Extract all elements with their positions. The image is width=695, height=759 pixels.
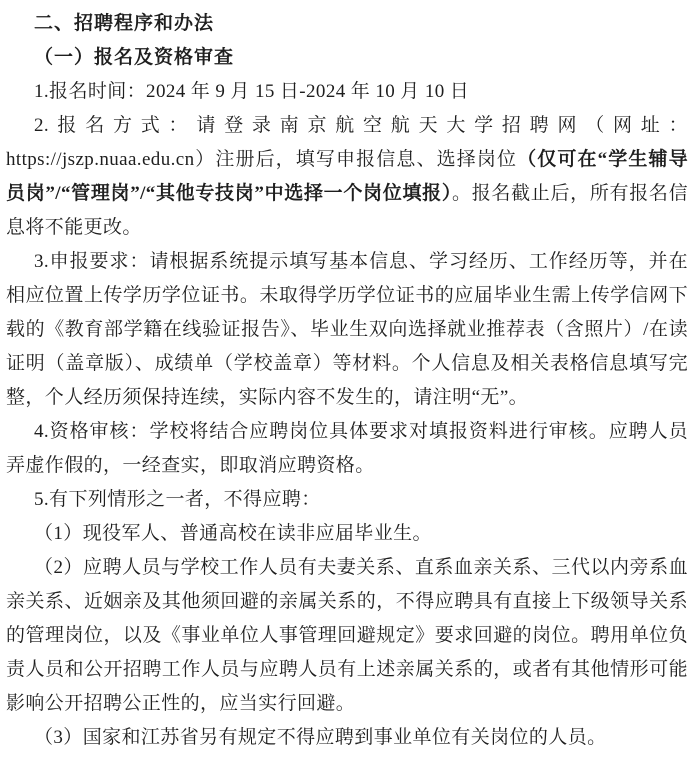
body-text: 1.报名时间：2024 年 9 月 15 日-2024 年 10 月 10 日 (34, 81, 470, 102)
body-text: ）注册后，填写申报信息、选择岗位 (194, 149, 518, 170)
para-registration-method (6, 109, 688, 245)
subsection-heading: （一）报名及资格审查 (34, 47, 235, 68)
para-ineligible-item-1 (6, 517, 688, 551)
body-text: 。报名截止后，所有报名信息将不能更改。 (6, 183, 688, 238)
para-application-requirements (6, 245, 688, 415)
body-text: （2）应聘人员与学校工作人员有夫妻关系、直系血亲关系、三代以内旁系血亲关系、近姻亲及其他须回避的亲属关系的，不得应聘具有直接上下级领导关系的管理岗位，以及《事业单位人事管理回避规定》要求回避的岗位。聘用单位负责人员和公开招聘工作人员与应聘人员有上述亲属关系的，或者有其他情形可能影响公开招聘公正性的，应当实行回避。 (6, 557, 688, 714)
document-body (6, 75, 688, 755)
body-text: 5.有下列情形之一者，不得应聘： (34, 489, 321, 510)
para-qualification-review (6, 415, 688, 483)
para-ineligible-item-2 (6, 551, 688, 721)
para-ineligible-item-3 (6, 721, 688, 755)
recruitment-url: https://jszp.nuaa.edu.cn (6, 149, 195, 170)
para-registration-time (6, 75, 688, 109)
para-ineligible-intro (6, 483, 688, 517)
body-text: 3.申报要求：请根据系统提示填写基本信息、学习经历、工作经历等，并在相应位置上传学历学位证书。未取得学历学位证书的应届毕业生需上传学信网下载的《教育部学籍在线验证报告》、毕业生双向选择就业推荐表（含照片）/在读证明（盖章版）、成绩单（学校盖章）等材料。个人信息及相关表格信息填写完整，个人经历须保持连续，实际内容不发生的，请注明“无”。 (6, 251, 688, 408)
emphasized-text: （仅可在“学生辅导员岗”/“管理岗”/“其他专技岗”中选择一个岗位填报） (6, 149, 688, 204)
body-text: （1）现役军人、普通高校在读非应届毕业生。 (34, 523, 432, 544)
body-text: （3）国家和江苏省另有规定不得应聘到事业单位有关岗位的人员。 (34, 727, 607, 748)
body-text: 2.报名方式：请登录南京航空航天大学招聘网（网址： (34, 115, 688, 136)
body-text: 4.资格审核：学校将结合应聘岗位具体要求对填报资料进行审核。应聘人员弄虚作假的，一经查实，即取消应聘资格。 (6, 421, 688, 476)
section-heading: 二、招聘程序和办法 (34, 13, 215, 34)
